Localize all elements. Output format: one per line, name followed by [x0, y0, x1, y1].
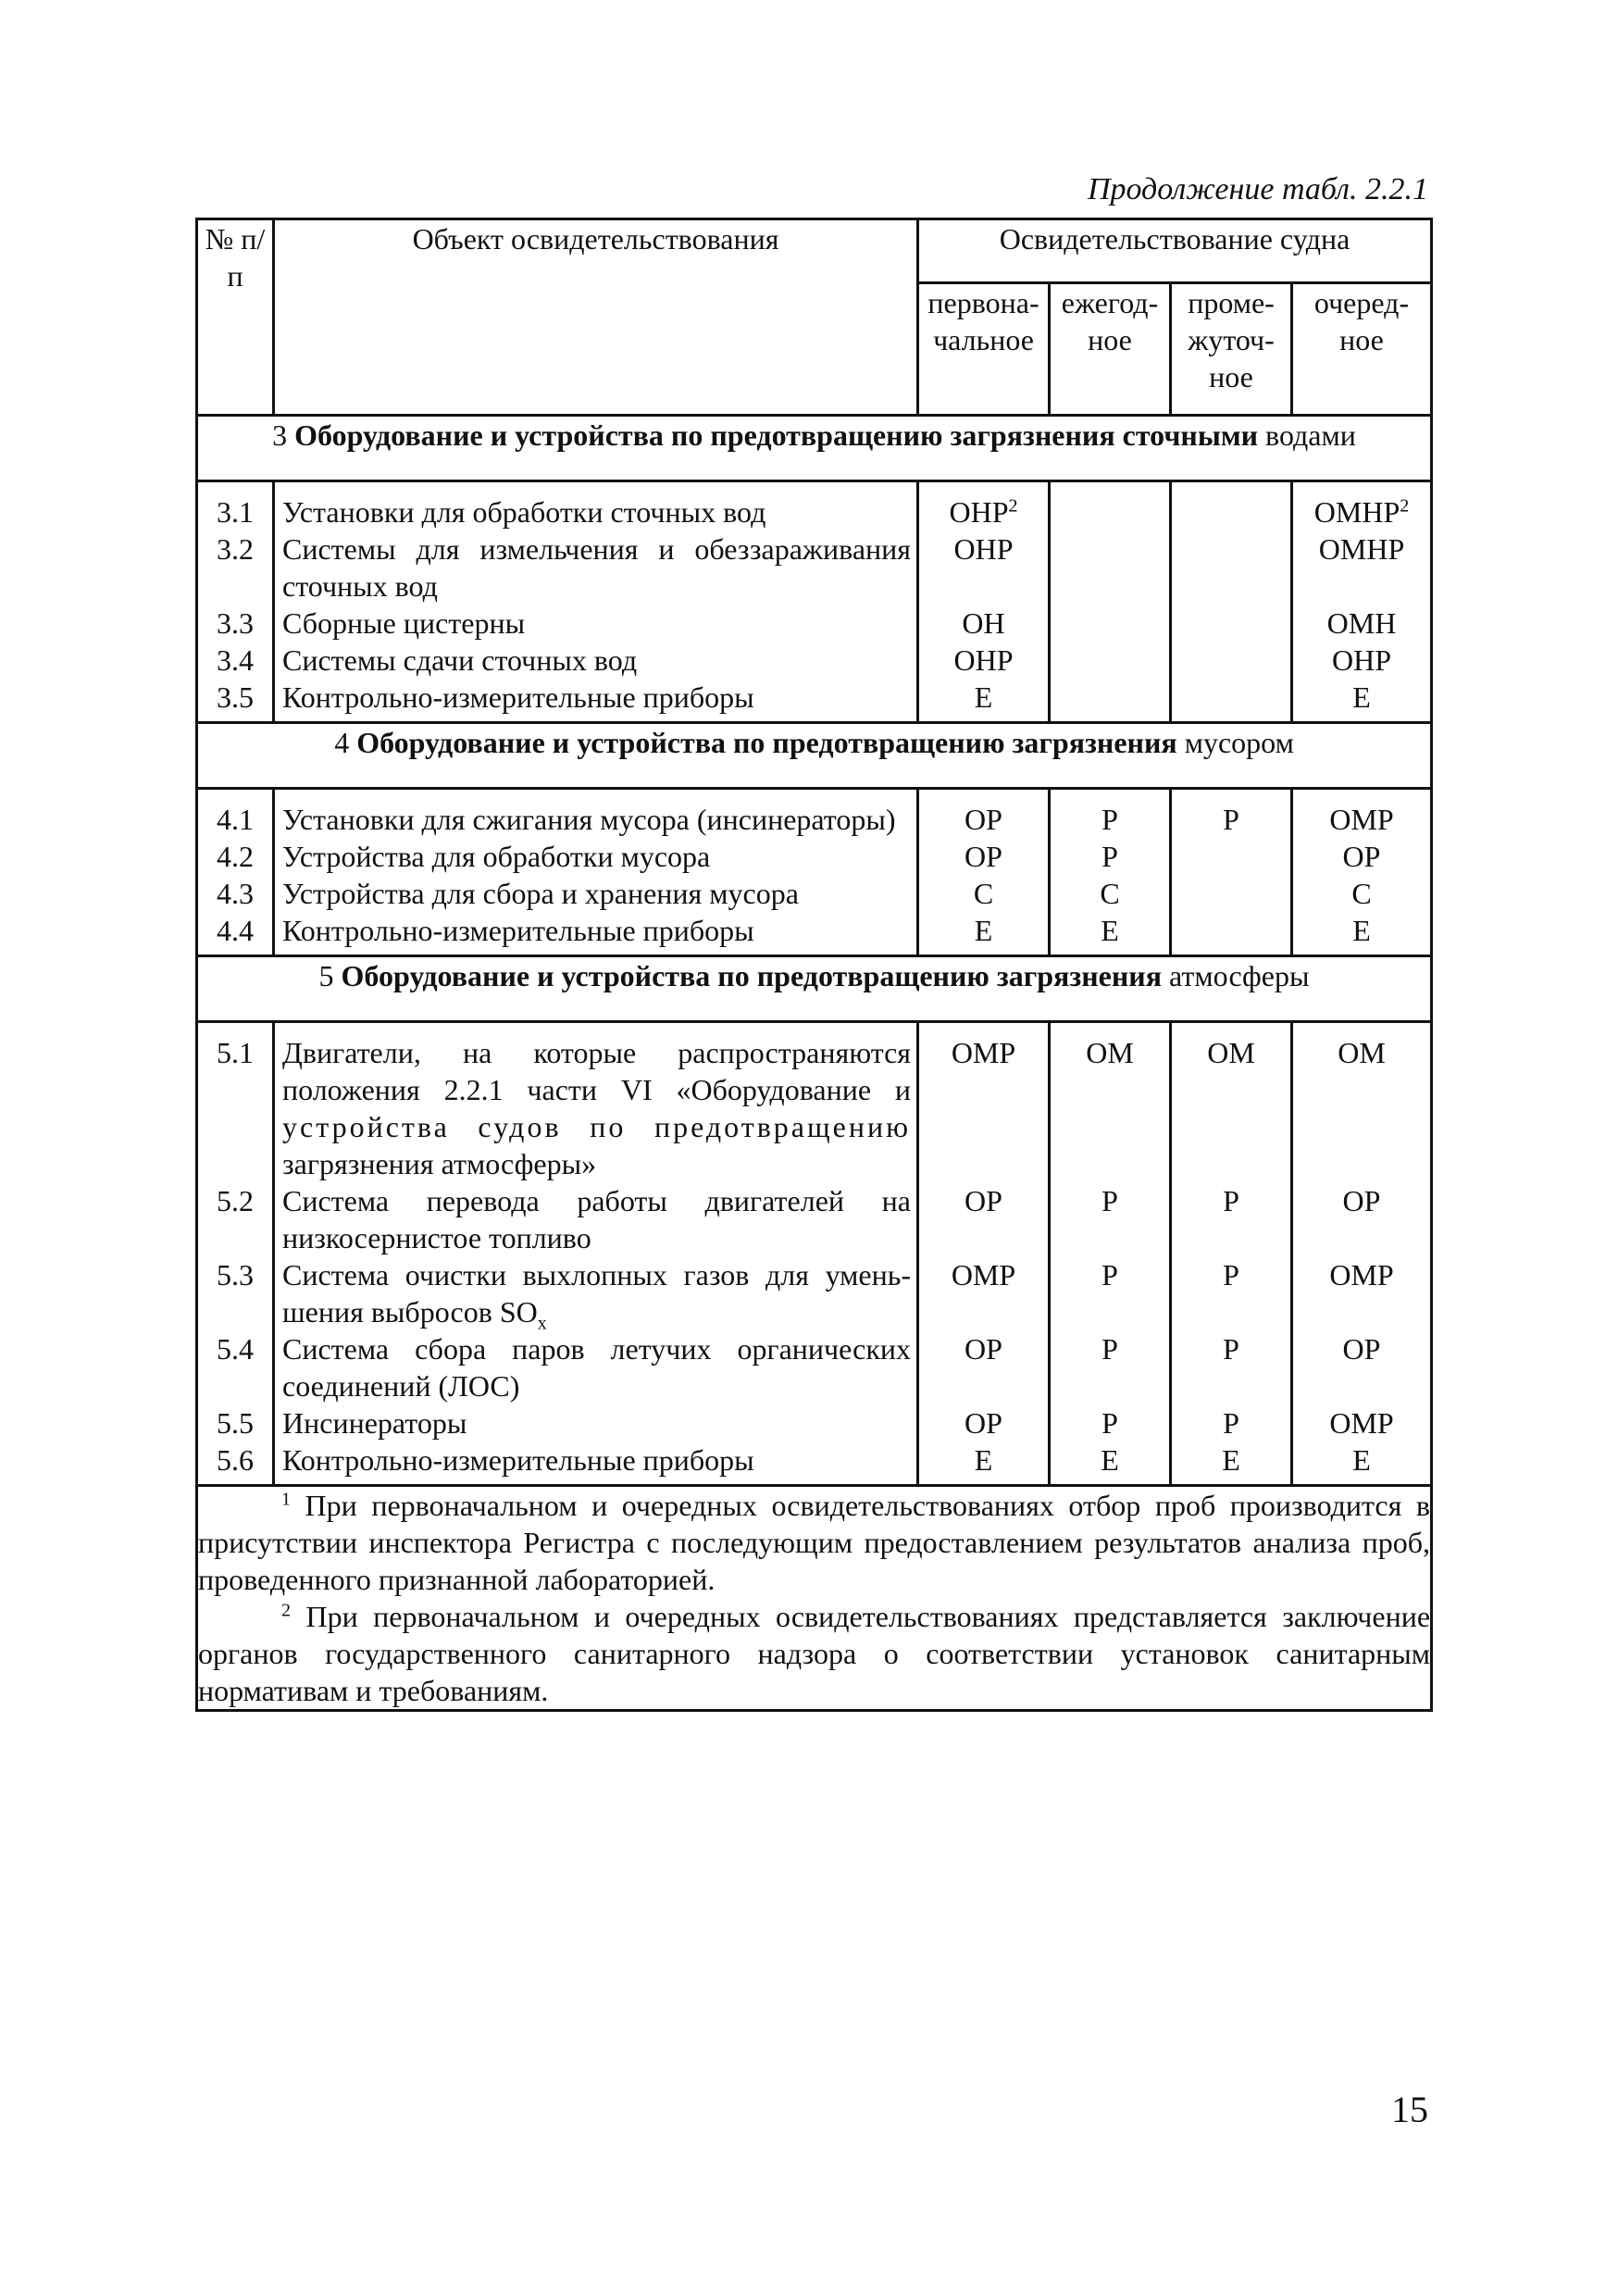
- header-initial: первона-чальное: [918, 283, 1050, 416]
- row-number: 5.6: [197, 1441, 274, 1486]
- mark-annual: Р: [1050, 838, 1171, 875]
- mark-annual: Е: [1050, 1441, 1171, 1486]
- mark-renewal: ОМР: [1292, 1256, 1432, 1330]
- table-row: [197, 1330, 1432, 1404]
- mark-annual: Р: [1050, 1182, 1171, 1256]
- mark-renewal: Е: [1292, 912, 1432, 956]
- mark-renewal: ОР: [1292, 838, 1432, 875]
- mark-intermediate: Р: [1171, 1182, 1292, 1256]
- mark-renewal: ОР: [1292, 1182, 1432, 1256]
- mark-initial: ОР: [918, 1182, 1050, 1256]
- mark-intermediate: [1171, 838, 1292, 875]
- row-object-line: загрязнения атмосферы»: [282, 1147, 597, 1180]
- table-row: [197, 642, 1432, 679]
- table-row: [197, 1441, 1432, 1486]
- mark-annual: [1050, 605, 1171, 642]
- mark-intermediate: Р: [1171, 1404, 1292, 1441]
- mark-renewal: ОР: [1292, 1330, 1432, 1404]
- row-number: 3.1: [197, 481, 274, 531]
- row-number: 4.2: [197, 838, 274, 875]
- row-number: 3.5: [197, 679, 274, 723]
- table-row: [197, 912, 1432, 956]
- mark-intermediate: [1171, 605, 1292, 642]
- row-object-line: устройства судов по предотвращению: [282, 1110, 911, 1143]
- mark-initial: ОНР: [918, 642, 1050, 679]
- mark-annual: Р: [1050, 1330, 1171, 1404]
- mark-renewal: Е: [1292, 679, 1432, 723]
- table-row: [197, 789, 1432, 839]
- mark-initial: ОМР: [918, 1256, 1050, 1330]
- row-object: Контрольно-измерительные приборы: [274, 1441, 918, 1486]
- mark-intermediate: Р: [1171, 789, 1292, 839]
- mark-initial: ОР: [918, 838, 1050, 875]
- mark-initial: Е: [918, 912, 1050, 956]
- mark-renewal: ОМР: [1292, 789, 1432, 839]
- mark-renewal: Е: [1292, 1441, 1432, 1486]
- table-row: [197, 1256, 1432, 1330]
- header-annual: ежегод-ное: [1050, 283, 1171, 416]
- mark-initial: ОМР: [918, 1022, 1050, 1183]
- mark-initial: ОНР: [918, 530, 1050, 605]
- footnote: $^2$ При первоначальном и очередных освидетельствованиях представляется заключение органов государственного санитарного надзора о соответствии установок санитарным нормативам и требованиям.: [198, 1600, 1431, 1707]
- row-object: Устройства для обработки мусора: [274, 838, 918, 875]
- row-number: 3.4: [197, 642, 274, 679]
- mark-renewal: ОМНР: [1292, 530, 1432, 605]
- mark-renewal: ОМН: [1292, 605, 1432, 642]
- table-row: [197, 679, 1432, 723]
- mark-initial: ОНР$^2$: [918, 481, 1050, 531]
- mark-renewal: ОНР: [1292, 642, 1432, 679]
- row-object-line: Двигатели, на которые распространяются положения 2.2.1 части VI «Оборудование и: [282, 1036, 911, 1106]
- row-number: 3.2: [197, 530, 274, 605]
- mark-annual: Р: [1050, 789, 1171, 839]
- mark-initial: Е: [918, 1441, 1050, 1486]
- row-number: 5.2: [197, 1182, 274, 1256]
- mark-initial: ОР: [918, 1404, 1050, 1441]
- mark-annual: [1050, 642, 1171, 679]
- mark-annual: Р: [1050, 1404, 1171, 1441]
- mark-intermediate: [1171, 912, 1292, 956]
- header-object: Объект освидетельствования: [274, 219, 918, 416]
- mark-intermediate: [1171, 642, 1292, 679]
- table-row: [197, 838, 1432, 875]
- table-caption: Продолжение табл. 2.2.1: [1087, 172, 1428, 206]
- row-object: Устройства для сбора и хранения мусора: [274, 875, 918, 912]
- table-row: [197, 605, 1432, 642]
- mark-initial: Е: [918, 679, 1050, 723]
- row-number: 4.1: [197, 789, 274, 839]
- row-object: Системы для измельчения и обеззараживания сточных вод: [274, 530, 918, 605]
- table-row: [197, 1022, 1432, 1183]
- row-object: [274, 1022, 918, 1183]
- page-number: 15: [1391, 2089, 1428, 2130]
- mark-annual: ОМ: [1050, 1022, 1171, 1183]
- header-intermediate: проме-жуточ-ное: [1171, 283, 1292, 416]
- header-number: № п/п: [197, 219, 274, 416]
- row-object: Система перевода работы двигателей на низкосернистое топливо: [274, 1182, 918, 1256]
- mark-annual: [1050, 679, 1171, 723]
- section-title: 3 Оборудование и устройства по предотвращению загрязнения сточными водами: [197, 416, 1432, 481]
- mark-renewal: ОМ: [1292, 1022, 1432, 1183]
- mark-renewal: С: [1292, 875, 1432, 912]
- row-object: Контрольно-измерительные приборы: [274, 679, 918, 723]
- mark-intermediate: Е: [1171, 1441, 1292, 1486]
- row-number: 3.3: [197, 605, 274, 642]
- mark-intermediate: Р: [1171, 1330, 1292, 1404]
- footnote: $^1$ При первоначальном и очередных освидетельствованиях отбор проб производится в присутствии инспектора Регистра с последующим предоставлением результатов анализа проб, проведенного признанной лабораторией.: [198, 1489, 1431, 1596]
- table-row: [197, 1404, 1432, 1441]
- section-title: 4 Оборудование и устройства по предотвращению загрязнения мусором: [197, 723, 1432, 789]
- row-number: 4.4: [197, 912, 274, 956]
- table-row: [197, 1182, 1432, 1256]
- row-number: 5.5: [197, 1404, 274, 1441]
- mark-intermediate: [1171, 679, 1292, 723]
- table-row: [197, 875, 1432, 912]
- table-row: [197, 530, 1432, 605]
- mark-annual: Р: [1050, 1256, 1171, 1330]
- header-renewal: очеред-ное: [1292, 283, 1432, 416]
- mark-annual: [1050, 530, 1171, 605]
- mark-intermediate: [1171, 481, 1292, 531]
- row-object: Контрольно-измерительные приборы: [274, 912, 918, 956]
- mark-initial: ОР: [918, 789, 1050, 839]
- row-number: 4.3: [197, 875, 274, 912]
- mark-renewal: ОМНР$^2$: [1292, 481, 1432, 531]
- row-object: Установки для сжигания мусора (инсинераторы): [274, 789, 918, 839]
- row-object: Установки для обработки сточных вод: [274, 481, 918, 531]
- mark-renewal: ОМР: [1292, 1404, 1432, 1441]
- mark-initial: С: [918, 875, 1050, 912]
- row-object: Инсинераторы: [274, 1404, 918, 1441]
- section-title: 5 Оборудование и устройства по предотвращению загрязнения атмосферы: [197, 956, 1432, 1022]
- table-row: [197, 481, 1432, 531]
- row-number: 5.3: [197, 1256, 274, 1330]
- row-number: 5.4: [197, 1330, 274, 1404]
- mark-intermediate: Р: [1171, 1256, 1292, 1330]
- row-object: Системы сдачи сточных вод: [274, 642, 918, 679]
- table-footnotes: [197, 1486, 1432, 1711]
- mark-intermediate: [1171, 875, 1292, 912]
- mark-initial: ОР: [918, 1330, 1050, 1404]
- mark-intermediate: ОМ: [1171, 1022, 1292, 1183]
- row-object: Сборные цистерны: [274, 605, 918, 642]
- mark-intermediate: [1171, 530, 1292, 605]
- row-number: 5.1: [197, 1022, 274, 1183]
- header-survey: Освидетельствование судна: [918, 219, 1432, 283]
- survey-table: [195, 218, 1433, 1712]
- mark-annual: С: [1050, 875, 1171, 912]
- row-object: Система очистки выхлопных газов для умень-шения выбросов $SO_x$: [274, 1256, 918, 1330]
- mark-annual: Е: [1050, 912, 1171, 956]
- mark-annual: [1050, 481, 1171, 531]
- mark-initial: ОН: [918, 605, 1050, 642]
- row-object: Система сбора паров летучих органических соединений (ЛОС): [274, 1330, 918, 1404]
